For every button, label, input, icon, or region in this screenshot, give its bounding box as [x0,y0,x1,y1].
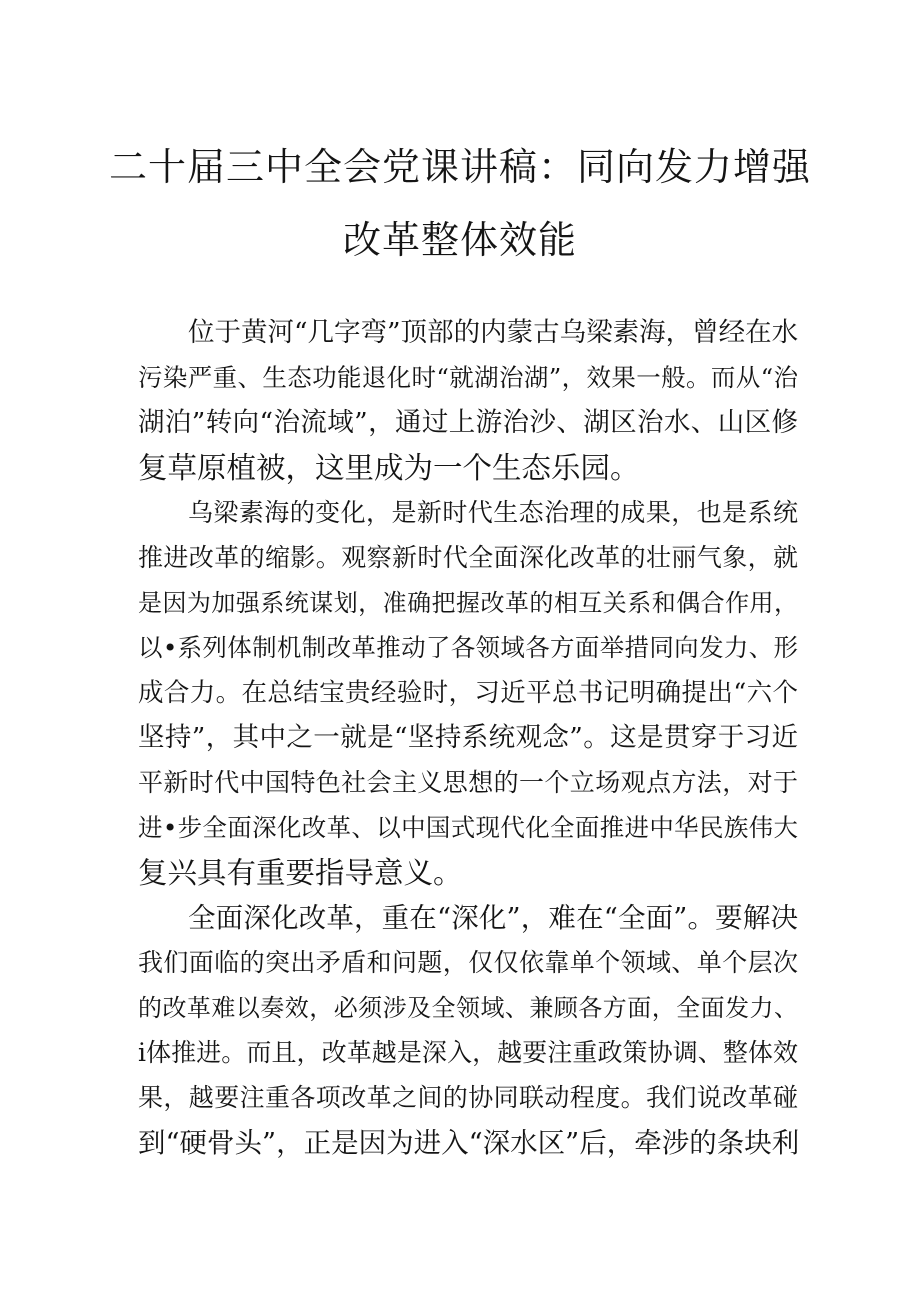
paragraph-3-line-6: 到“硬骨头”，正是因为进入“深水区”后，牵涉的条块利 [138,1127,800,1159]
paragraph-3-line-3: 的改革难以奏效，必须涉及全领域、兼顾各方面，全面发力、 [138,994,798,1022]
paragraph-2-line-9: 复兴具有重要指导意义。 [138,856,463,890]
paragraph-2-line-7: 平新时代中国特色社会主义思想的一个立场观点方法，对于 [138,768,798,797]
document-title-line-2: 改革整体效能 [342,218,577,262]
document-title-line-1: 二十届三中全会党课讲稿：同向发力增强 [108,145,811,189]
paragraph-3-line-4: i体推进。而且，改革越是深入，越要注重政策协调、整体效 [138,1038,798,1067]
paragraph-2-line-6: 坚持”，其中之一就是“坚持系统观念”。这是贯穿于习近 [138,722,798,753]
paragraph-3-line-1: 全面深化改革，重在“深化”，难在“全面”。要解决 [188,902,798,934]
paragraph-2-line-8: 进•步全面深化改革、以中国式现代化全面推进中华民族伟大 [138,813,798,842]
paragraph-2-line-4: 以•系列体制机制改革推动了各领域各方面举措同向发力、形 [138,633,798,662]
paragraph-1-line-4: 复草原植被，这里成为一个生态乐园。 [138,451,640,485]
paragraph-2-line-2: 推进改革的缩影。观察新时代全面深化改革的壮丽气象，就 [138,543,798,572]
paragraph-1-line-2: 污染严重、生态功能退化时“就湖治湖”，效果一般。而从“治 [138,363,798,392]
paragraph-2-line-5: 成合力。在总结宝贵经验时，习近平总书记明确提出“六个 [138,678,798,708]
paragraph-1-line-1: 位于黄河“几字弯”顶部的内蒙古乌梁素海，曾经在水 [188,317,799,348]
paragraph-1-line-3: 湖泊”转向“治流域”，通过上游治沙、湖区治水、山区修 [138,407,798,438]
paragraph-2-line-3: 是因为加强系统谋划，准确把握改革的相互关系和偶合作用， [138,589,798,617]
paragraph-3-line-5: 果，越要注重各项改革之间的协同联动程度。我们说改革碰 [138,1083,798,1112]
paragraph-3-line-2: 我们面临的突出矛盾和问题，仅仅依靠单个领域、单个层次 [138,948,798,977]
paragraph-2-line-1: 乌梁素海的变化，是新时代生态治理的成果，也是系统 [188,498,798,527]
